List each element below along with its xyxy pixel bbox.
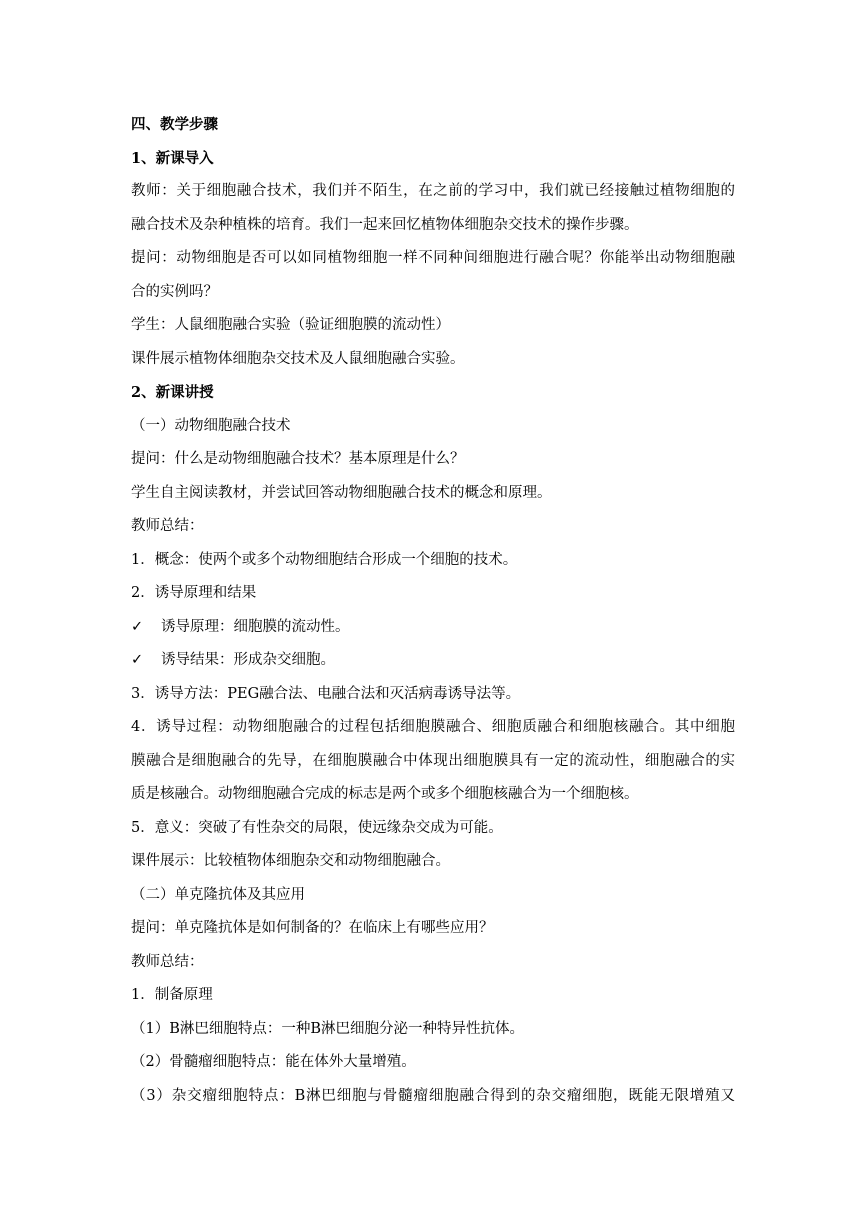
paragraph-line: 2．诱导原理和结果 [131, 585, 257, 601]
paragraph-line [131, 644, 735, 678]
paragraph-line: 提问：单克隆抗体是如何制备的？在临床上有哪些应用？ [131, 920, 494, 936]
paragraph-line: 3．诱导方法：PEG融合法、电融合法和灭活病毒诱导法等。 [131, 685, 521, 702]
bullet-text: 诱导原理：细胞膜的流动性。 [161, 618, 350, 635]
paragraph-line: （1）B淋巴细胞特点：一种B淋巴细胞分泌一种特异性抗体。 [131, 1020, 525, 1037]
paragraph-line: 提问：动物细胞是否可以如同植物细胞一样不同种间细胞进行融合呢？你能举出动物细胞融 [131, 250, 735, 266]
check-icon: ✓ [131, 652, 144, 668]
check-icon: ✓ [131, 618, 144, 635]
paragraph-line: （二）单克隆抗体及其应用 [131, 886, 305, 903]
paragraph-line: 教师总结： [131, 953, 204, 970]
paragraph-line: 学生：人鼠细胞融合实验（验证细胞膜的流动性） [131, 317, 450, 333]
section-heading: 四、教学步骤 [131, 116, 218, 133]
paragraph-line: 4．诱导过程：动物细胞融合的过程包括细胞膜融合、细胞质融合和细胞核融合。其中细胞 [131, 719, 735, 735]
paragraph-line [131, 611, 735, 645]
paragraph-line: 提问：什么是动物细胞融合技术？基本原理是什么？ [131, 451, 465, 467]
paragraph-line: 1．概念：使两个或多个动物细胞结合形成一个细胞的技术。 [131, 551, 518, 568]
paragraph-line: 1．制备原理 [131, 987, 213, 1003]
paragraph-line: （3）杂交瘤细胞特点：B淋巴细胞与骨髓瘤细胞融合得到的杂交瘤细胞，既能无限增殖又 [131, 1087, 735, 1104]
paragraph-line: 膜融合是细胞融合的先导，在细胞膜融合中体现出细胞膜具有一定的流动性，细胞融合的实 [131, 752, 735, 769]
paragraph-line: 教师总结： [131, 518, 204, 534]
section-heading: 2、新课讲授 [131, 384, 214, 401]
paragraph-line: 课件展示：比较植物体细胞杂交和动物细胞融合。 [131, 853, 450, 869]
paragraph-line: （一）动物细胞融合技术 [131, 417, 291, 434]
paragraph-line: 质是核融合。动物细胞融合完成的标志是两个或多个细胞核融合为一个细胞核。 [131, 786, 639, 802]
paragraph-line: 融合技术及杂种植株的培育。我们一起来回忆植物体细胞杂交技术的操作步骤。 [131, 216, 639, 233]
section-heading: 1、新课导入 [131, 149, 214, 167]
paragraph-line: （2）骨髓瘤细胞特点：能在体外大量增殖。 [131, 1054, 416, 1070]
bullet-text: 诱导结果：形成杂交细胞。 [161, 652, 335, 668]
paragraph-line: 5．意义：突破了有性杂交的局限，使远缘杂交成为可能。 [131, 819, 503, 836]
paragraph-line: 课件展示植物体细胞杂交技术及人鼠细胞融合实验。 [131, 350, 465, 367]
paragraph-line: 学生自主阅读教材，并尝试回答动物细胞融合技术的概念和原理。 [131, 484, 552, 501]
document-body [131, 108, 735, 1113]
paragraph-line: 教师：关于细胞融合技术，我们并不陌生，在之前的学习中，我们就已经接触过植物细胞的 [131, 183, 735, 199]
paragraph-line: 合的实例吗？ [131, 283, 218, 300]
